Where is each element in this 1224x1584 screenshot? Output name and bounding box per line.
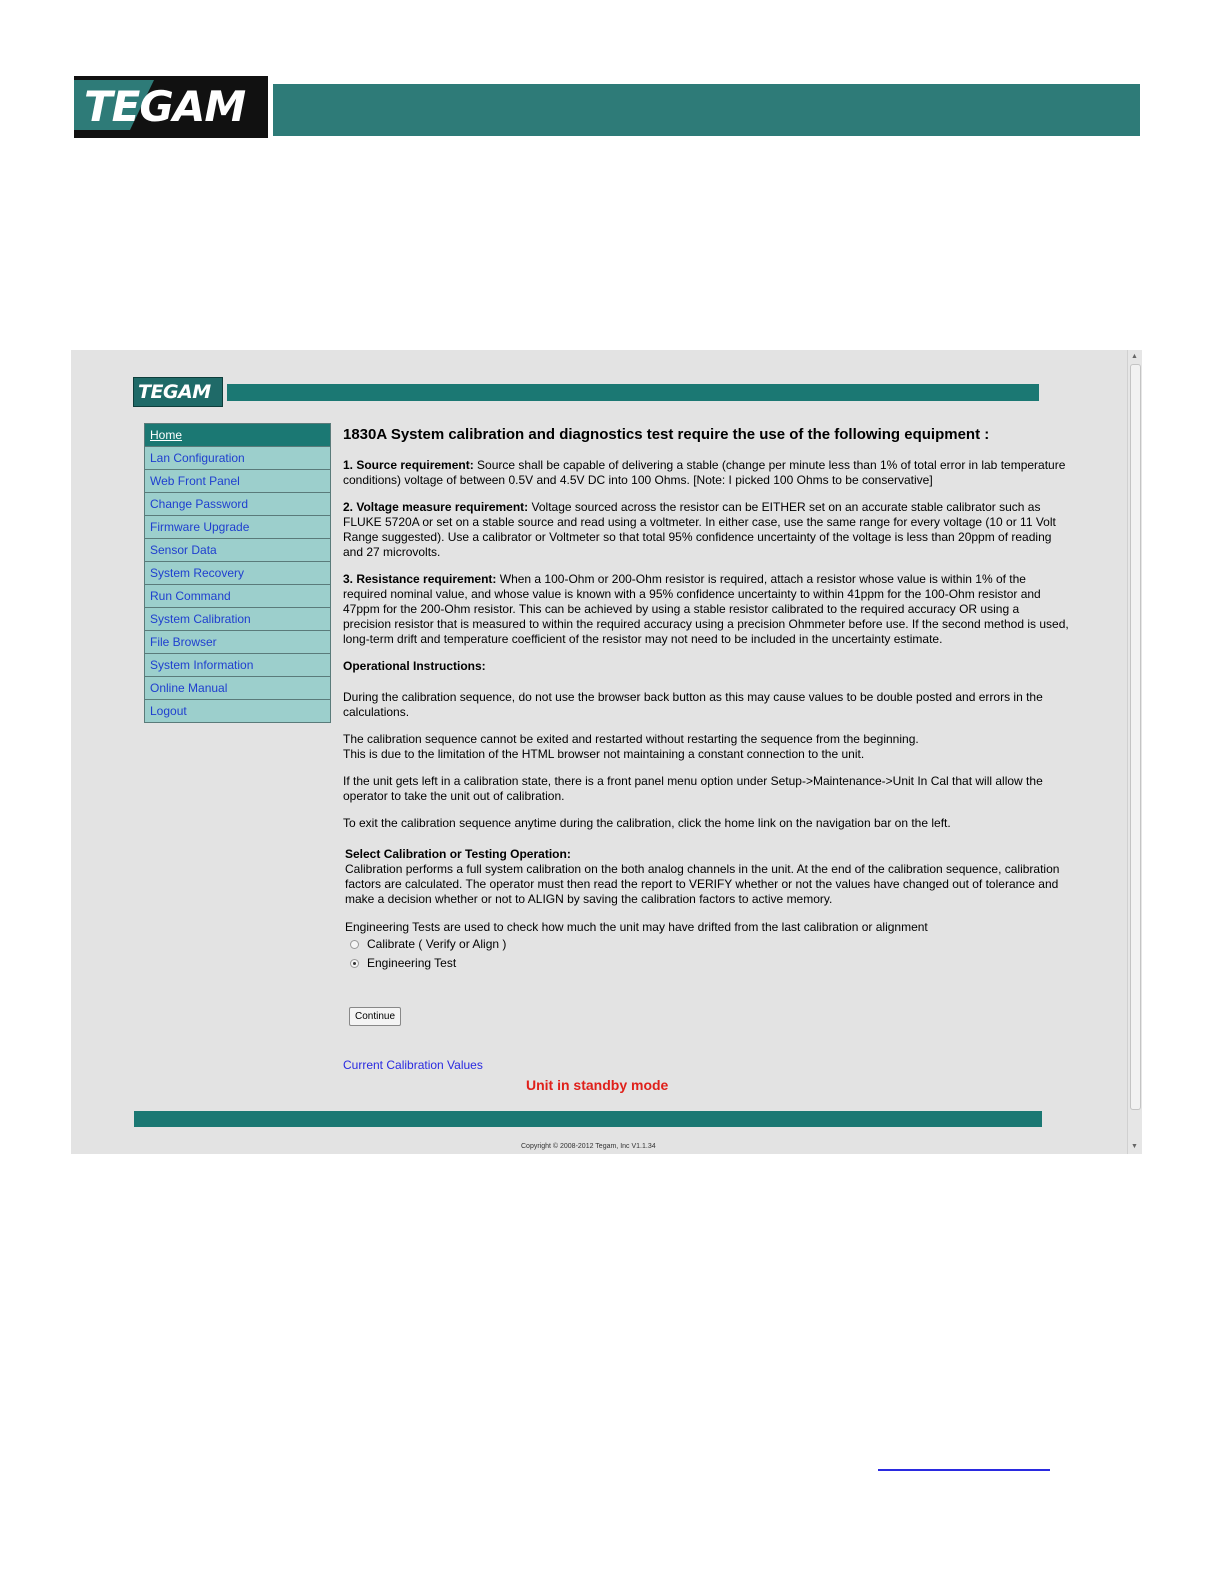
- nav-item-logout[interactable]: Logout: [145, 699, 330, 722]
- tegam-logo: [74, 76, 268, 138]
- nav-item-change-password[interactable]: Change Password: [145, 492, 330, 515]
- web-footer-bar: [134, 1111, 1042, 1127]
- standby-status: Unit in standby mode: [526, 1077, 669, 1093]
- nav-item-system-information[interactable]: System Information: [145, 653, 330, 676]
- nav-item-run-command[interactable]: Run Command: [145, 584, 330, 607]
- ops-paragraph-3: If the unit gets left in a calibration state, there is a front panel menu option under Setup->Maintenance->Unit In Cal that will allow the operator to take the unit out of calibration.: [343, 774, 1043, 803]
- radio-calibrate[interactable]: [350, 940, 359, 949]
- ops-paragraph-2: [343, 732, 1069, 762]
- source-requirement-text: Source shall be capable of delivering a stable (change per minute less than 1% of total error in lab temperature conditions) voltage of between 0.5V and 4.5V DC into 100 Ohms. [Note: I picked 100 Ohms to be conservative]: [343, 458, 1066, 487]
- radio-engineering-label[interactable]: Engineering Test: [367, 956, 457, 970]
- select-title: [345, 847, 1069, 862]
- resistance-requirement: [343, 572, 1069, 647]
- radio-engineering-test[interactable]: [350, 959, 359, 968]
- nav-item-web-front-panel[interactable]: Web Front Panel: [145, 469, 330, 492]
- document-link-underline: [878, 1469, 1050, 1471]
- resistance-requirement-title: 3. Resistance requirement:: [343, 572, 497, 586]
- ops-paragraph-4: To exit the calibration sequence anytime during the calibration, click the home link on the navigation bar on the left.: [343, 816, 951, 830]
- web-logo: [133, 377, 223, 407]
- scroll-up-icon[interactable]: ▲: [1131, 353, 1138, 360]
- select-title-text: Select Calibration or Testing Operation:: [345, 847, 571, 861]
- voltage-requirement-text: Voltage sourced across the resistor can be EITHER set on an accurate stable calibrator such as FLUKE 5720A or set on a stable source and read using a voltmeter. In either case, use the same range for every voltage (10 or 11 Volt Range suggested). Use a calibrator or Voltmeter so that total 95% confidence uncertainty of the voltage is less than 20ppm of reading and 27 microvolts.: [343, 500, 1056, 559]
- copyright: Copyright © 2008-2012 Tegam, Inc V1.1.34: [521, 1143, 656, 1150]
- web-header-bar: [227, 384, 1039, 401]
- nav-item-system-calibration[interactable]: System Calibration: [145, 607, 330, 630]
- nav-item-system-recovery[interactable]: System Recovery: [145, 561, 330, 584]
- nav-item-online-manual[interactable]: Online Manual: [145, 676, 330, 699]
- radio-engineering-row[interactable]: [350, 954, 1069, 973]
- scrollbar-thumb[interactable]: [1130, 364, 1141, 1110]
- resistance-requirement-text: When a 100-Ohm or 200-Ohm resistor is required, attach a resistor whose value is within 1% of the required nominal value, and whose value is known with a 95% confidence uncertainty to within 41ppm for the 100-Ohm resistor and 47ppm for the 200-Ohm resistor. This can be achieved by using a stable resistor calibrated to the required accuracy OR using a precision resistor that is measured to within the required accuracy using a precision Ohmmeter before use. If the second method is used, long-term drift and temperature coefficient of the resistor may not need to be included in the uncertainty estimate.: [343, 572, 1069, 646]
- nav-sidebar: [144, 423, 331, 723]
- continue-button[interactable]: Continue: [349, 1007, 401, 1026]
- operation-select: [345, 847, 1069, 1026]
- ops-paragraph-2b: This is due to the limitation of the HTML browser not maintaining a constant connection to the unit.: [343, 747, 865, 761]
- ops-title-text: Operational Instructions:: [343, 659, 486, 673]
- nav-item-lan-configuration[interactable]: Lan Configuration: [145, 446, 330, 469]
- logo-text: TEGAM: [84, 82, 246, 131]
- source-requirement: [343, 458, 1069, 488]
- nav-item-home[interactable]: Home: [145, 424, 330, 446]
- web-logo-text: TEGAM: [138, 381, 211, 403]
- scroll-down-icon[interactable]: ▼: [1131, 1143, 1138, 1150]
- header-bar: [273, 84, 1140, 136]
- ops-paragraph-2a: The calibration sequence cannot be exited and restarted without restarting the sequence from the beginning.: [343, 732, 919, 746]
- page-title: 1830A System calibration and diagnostics test require the use of the following equipment :: [343, 426, 990, 443]
- voltage-requirement-title: 2. Voltage measure requirement:: [343, 500, 529, 514]
- voltage-requirement: [343, 500, 1069, 560]
- nav-item-sensor-data[interactable]: Sensor Data: [145, 538, 330, 561]
- ops-paragraph-1: During the calibration sequence, do not use the browser back button as this may cause values to be double posted and errors in the calculations.: [343, 690, 1043, 719]
- document-header: [74, 76, 1140, 138]
- current-calibration-values-link[interactable]: Current Calibration Values: [343, 1058, 483, 1072]
- select-description: Calibration performs a full system calibration on the both analog channels in the unit. At the end of the calibration sequence, calibration factors are calculated. The operator must then read the report to VERIFY whether or not the values have changed out of tolerance and make a decision whether or not to ALIGN by saving the calibration factors to active memory.: [345, 862, 1060, 906]
- main-content: [343, 423, 1069, 1093]
- radio-calibrate-row[interactable]: [350, 935, 1069, 954]
- radio-calibrate-label[interactable]: Calibrate ( Verify or Align ): [367, 937, 507, 951]
- web-header: [133, 377, 1039, 407]
- operational-instructions-title: [343, 659, 1069, 674]
- source-requirement-title: 1. Source requirement:: [343, 458, 474, 472]
- engineering-description: Engineering Tests are used to check how much the unit may have drifted from the last calibration or alignment: [345, 920, 928, 934]
- nav-item-firmware-upgrade[interactable]: Firmware Upgrade: [145, 515, 330, 538]
- nav-item-file-browser[interactable]: File Browser: [145, 630, 330, 653]
- vertical-scrollbar[interactable]: [1127, 350, 1142, 1154]
- browser-viewport: [71, 350, 1142, 1154]
